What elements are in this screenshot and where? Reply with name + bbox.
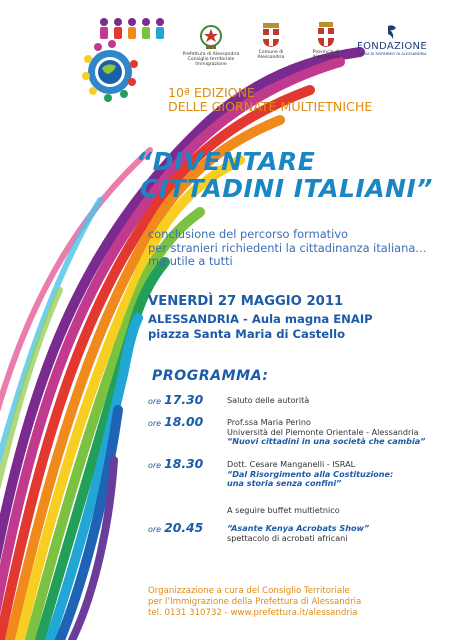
edition-heading	[168, 86, 372, 114]
talk-title: “Dal Risorgimento alla Costituzione:	[227, 468, 394, 479]
programme-item-2	[227, 418, 437, 447]
item-line: Prof.ssa Maria Perino	[227, 417, 311, 427]
show-title: “Asante Kenya Acrobats Show”	[227, 523, 370, 533]
comune-caption: Comune di Alessandria	[257, 50, 285, 60]
item-line: spettacolo di acrobati africani	[227, 532, 348, 543]
comune-crest-icon	[261, 22, 281, 48]
subtitle-line-1: conclusione del percorso formativo	[148, 227, 349, 241]
programme-time-3	[148, 456, 203, 471]
fondazione-name: FONDAZIONE	[357, 41, 427, 52]
organizer-footer	[148, 586, 448, 619]
item-line: Università del Piemonte Orientale - Alessandria	[227, 426, 419, 437]
programme-time-4	[148, 520, 203, 535]
footer-line-2: per l’Immigrazione della Prefettura di Alessandria	[148, 597, 362, 607]
prefettura-logo	[180, 24, 242, 67]
time-value: 20.45	[164, 520, 204, 535]
programme-time-2	[148, 414, 203, 429]
time-value: 18.00	[164, 414, 204, 429]
provincia-logo	[306, 22, 346, 60]
programme-time-1	[148, 392, 203, 407]
ore-label: ore	[148, 397, 162, 406]
prefettura-caption: Prefettura di Alessandria Consiglio territoriale Immigrazione	[182, 52, 240, 67]
time-value: 18.30	[164, 456, 204, 471]
event-date: VENERDÌ 27 MAGGIO 2011	[148, 294, 344, 309]
subtitle-text	[148, 228, 448, 269]
main-headline	[130, 148, 450, 202]
edition-line-1: 10ª EDIZIONE	[168, 85, 255, 100]
footer-contact: tel. 0131 310732 - www.prefettura.it/alessandria	[148, 608, 358, 618]
headline-line-2: CITTADINI ITALIANI”	[140, 174, 433, 203]
provincia-crest-icon	[316, 22, 336, 48]
multiethnic-globe-logo	[78, 14, 168, 106]
fondazione-mark-icon	[385, 24, 399, 40]
talk-title: “Nuovi cittadini in una società che cambia”	[227, 436, 426, 447]
ore-label: ore	[148, 525, 162, 534]
event-venue: ALESSANDRIA - Aula magna ENAIP	[148, 312, 373, 326]
italian-republic-emblem-icon	[200, 24, 222, 50]
provincia-caption: Provincia di Alessandria	[312, 50, 340, 60]
subtitle-line-3: ma utile a tutti	[148, 254, 233, 268]
fondazione-subtitle: CASSA DI RISPARMIO DI ALESSANDRIA	[357, 52, 427, 56]
buffet-note: A seguire buffet multietnico	[227, 505, 340, 515]
event-address: piazza Santa Maria di Castello	[148, 327, 346, 341]
comune-logo	[252, 22, 290, 60]
item-line: Dott. Cesare Manganelli - ISRAL	[227, 459, 356, 469]
event-venue-block	[148, 312, 373, 342]
programma-title: PROGRAMMA:	[152, 368, 269, 384]
talk-title: una storia senza confini”	[227, 478, 342, 489]
edition-line-2: DELLE GIORNATE MULTIETNICHE	[168, 99, 373, 114]
footer-line-1: Organizzazione a cura del Consiglio Territoriale	[148, 586, 350, 596]
ore-label: ore	[148, 461, 162, 470]
programme-item-1	[227, 396, 437, 406]
programme-item-4	[227, 524, 437, 543]
programme-item-3	[227, 460, 437, 489]
fondazione-logo	[356, 24, 428, 56]
subtitle-line-2: per stranieri richiedenti la cittadinanza italiana…	[148, 240, 427, 255]
headline-line-1: “DIVENTARE	[136, 147, 316, 176]
item-line: Saluto delle autorità	[227, 395, 310, 405]
time-value: 17.30	[164, 392, 204, 407]
ore-label: ore	[148, 419, 162, 428]
